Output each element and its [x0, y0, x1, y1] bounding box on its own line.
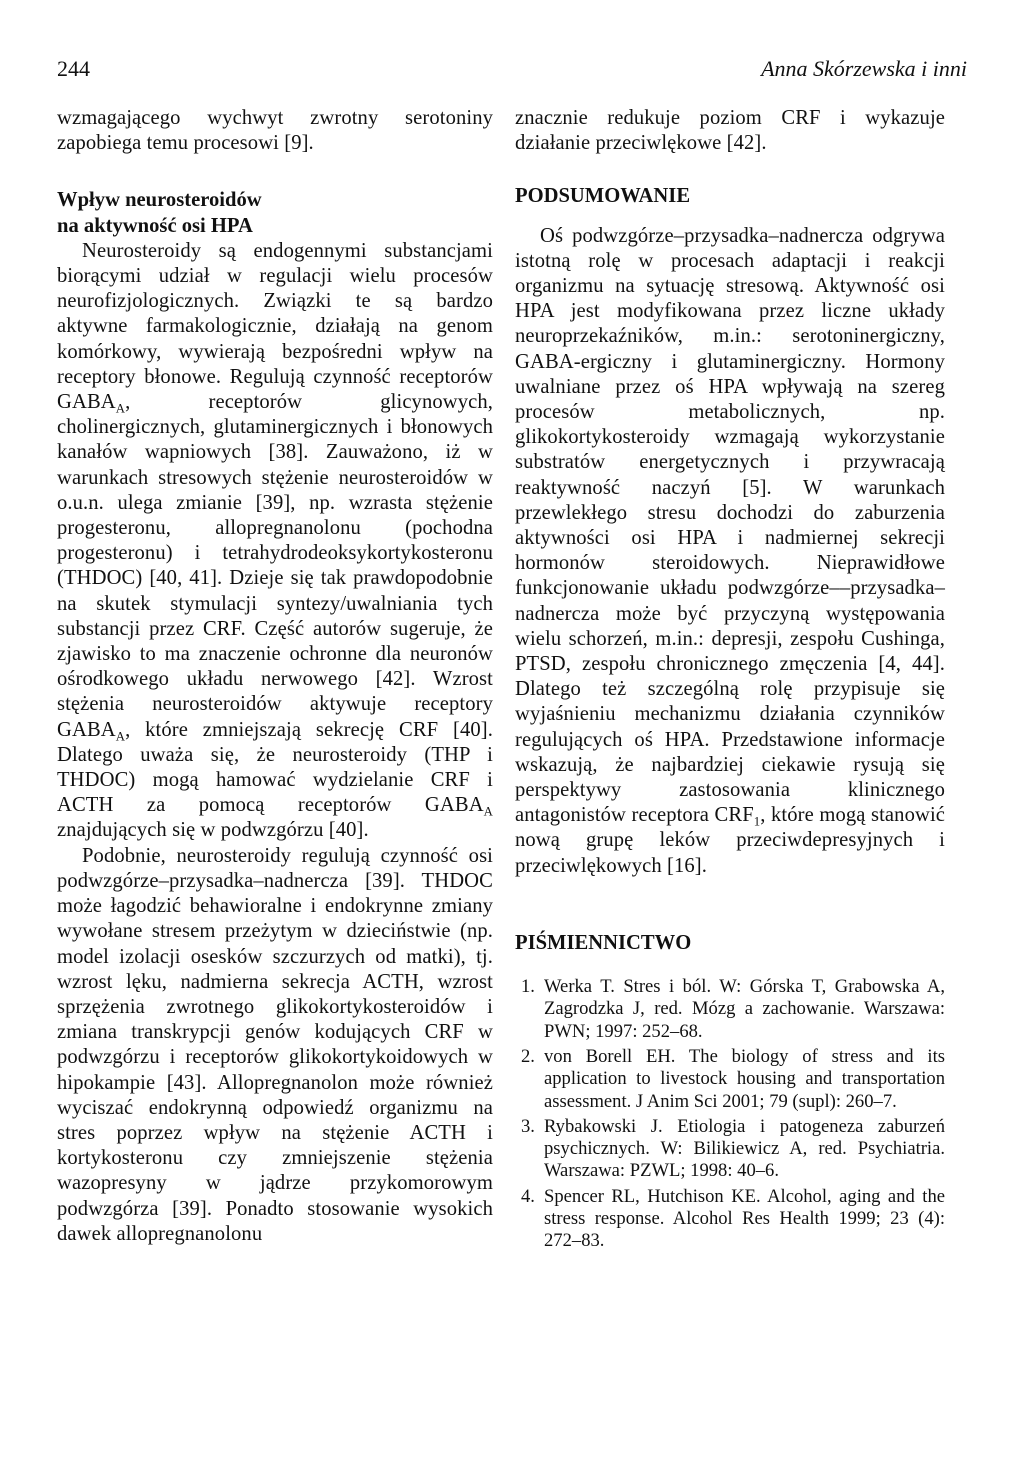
- subscript: A: [483, 804, 493, 819]
- references-list: [515, 976, 945, 1253]
- subscript: 1: [753, 814, 761, 829]
- continuation-paragraph: wzmagającego wychwyt zwrotny serotoniny zapobiega temu procesowi [9].: [57, 107, 493, 155]
- text-segment: , które mogą stanowić nową grupę leków przeciwdepresyjnych i przeciwlękowych [16].: [515, 804, 946, 877]
- left-column: [57, 106, 493, 1247]
- reference-item: [515, 1116, 945, 1183]
- reference-item: [515, 1186, 945, 1253]
- running-head: Anna Skórzewska i inni: [761, 56, 967, 81]
- page-number: 244: [57, 56, 90, 81]
- reference-number: 4.: [521, 1185, 535, 1207]
- right-column: [515, 106, 945, 1256]
- subscript: A: [115, 401, 126, 416]
- reference-item: [515, 1046, 945, 1113]
- neurosteroid-paragraph: [57, 239, 493, 844]
- summary-paragraph: [515, 224, 945, 879]
- reference-item: [515, 976, 945, 1043]
- continuation-paragraph: znacznie redukuje poziom CRF i wykazuje działanie przeciwlękowe [42].: [515, 107, 945, 155]
- reference-number: 1.: [521, 976, 535, 998]
- summary-heading: PODSUMOWANIE: [515, 185, 691, 208]
- references-heading: PIŚMIENNICTWO: [515, 931, 692, 954]
- hpa-regulation-paragraph: Podobnie, neurosteroidy regulują czynność osi podwzgórze–przysadka–nadnercza [39]. THDOC może łagodzić behawioralne i endokrynne zmiany wywołane stresem przeżytym w dzieciństwie (np. model izolacji osesków szczurzych od matki), tj. wzrost lęku, nadmierna sekrecja ACTH, wzrost sprzężenia zwrotnego glikokortykosteroidów i zmiana transkrypcji genów kodujących CRF w podwzgórzu i receptorów glikokortykoidowych w hipokampie [43]. Allopregnanolon może również wyciszać endokrynną odpowiedź organizmu na stres poprzez wpływ na stężenie ACTH i kortykosteronu czy zmniejszenie stężenia wazopresyny w jądrze przykomorowym podwzgórza [39]. Ponadto stosowanie wysokich dawek allopregnanolonu: [57, 844, 493, 1245]
- text-segment: , receptorów glicynowych, cholinergicznych, glutaminergicznych i błonowych kanałów wapniowych [38]. Zauważono, iż w warunkach stresowych stężenie neurosteroidów w o.u.n. ulega zmianie [39], np. wzrasta stężenie progesteronu, allopregnanolonu (pochodna progesteronu) i tetrahydrodeoksykortykosteronu (THDOC) [40, 41]. Dzieje się tak prawdopodobnie na skutek stymulacji syntezy/uwalniania tych substancji przez CRF. Część autorów sugeruje, że zjawisko to ma znaczenie ochronne dla neuronów ośrodkowego układu nerwowego [42]. Wzrost stężenia neurosteroidów aktywuje receptory GABA: [57, 391, 493, 741]
- section-heading-line2: na aktywność osi HPA: [57, 214, 253, 237]
- reference-text: von Borell EH. The biology of stress and its application to livestock housing and transportation assessment. J Anim Sci 2001; 79 (supl): 260–7.: [544, 1045, 945, 1112]
- reference-text: Werka T. Stres i ból. W: Górska T, Grabowska A, Zagrodzka J, red. Mózg a zachowanie. Warszawa: PWN; 1997: 252–68.: [544, 976, 945, 1042]
- subscript: A: [115, 729, 126, 744]
- text-segment: znajdujących się w podwzgórzu [40].: [57, 819, 369, 842]
- reference-text: Spencer RL, Hutchison KE. Alcohol, aging and the stress response. Alcohol Res Health 1999; 23 (4): 272–83.: [544, 1185, 945, 1252]
- section-heading-line1: Wpływ neurosteroidów: [57, 189, 262, 212]
- reference-text: Rybakowski J. Etiologia i patogeneza zaburzeń psychicznych. W: Bilikiewicz A, red. Psychiatria. Warszawa: PZWL; 1998: 40–6.: [544, 1115, 945, 1182]
- section-heading: [57, 188, 493, 238]
- text-segment: Oś podwzgórze–przysadka–nadnercza odgrywa istotną rolę w procesach adaptacji i reakcji organizmu na sytuację stresową. Aktywność osi HPA jest modyfikowana przez liczne układy neuroprzekaźników, m.in.: serotoninergiczny, GABA-ergiczny i glutaminergiczny. Hormony uwalniane przez oś HPA wpływają na szereg procesów metabolicznych, np. glikokortykosteroidy wzmagają wykorzystanie substratów energetycznych i przywracają reaktywność naczyń [5]. W warunkach przewlekłego stresu dochodzi do zaburzenia aktywności osi HPA i nadmiernej sekrecji hormonów steroidowych. Nieprawidłowe funkcjonowanie układu podwzgórze––przysadka–nadnercza może być przyczyną występowania wielu schorzeń, m.in.: depresji, zespołu Cushinga, PTSD, zespołu chronicznego zmęczenia [4, 44]. Dlatego też szczególną rolę przypisuje się wyjaśnieniu mechanizmu działania czynników regulujących oś HPA. Przedstawione informacje wskazują, że najbardziej ciekawie rysują się perspektywy zastosowania klinicznego antagonistów receptora CRF: [515, 224, 945, 827]
- text-segment: Neurosteroidy są endogennymi substancjami biorącymi udział w regulacji wielu procesów neurofizjologicznych. Związki te są bardzo aktywne farmakologicznie, działają na genom komórkowy, wywierają bezpośredni wpływ na receptory błonowe. Regulują czynność receptorów GABA: [57, 239, 493, 414]
- reference-number: 2.: [521, 1045, 535, 1067]
- text-segment: , które zmniejszają sekrecję CRF [40]. Dlatego uważa się, że neurosteroidy (THP i THDOC) mogą hamować wydzielanie CRF i ACTH za pomocą receptorów GABA: [57, 718, 493, 817]
- reference-number: 3.: [521, 1115, 535, 1137]
